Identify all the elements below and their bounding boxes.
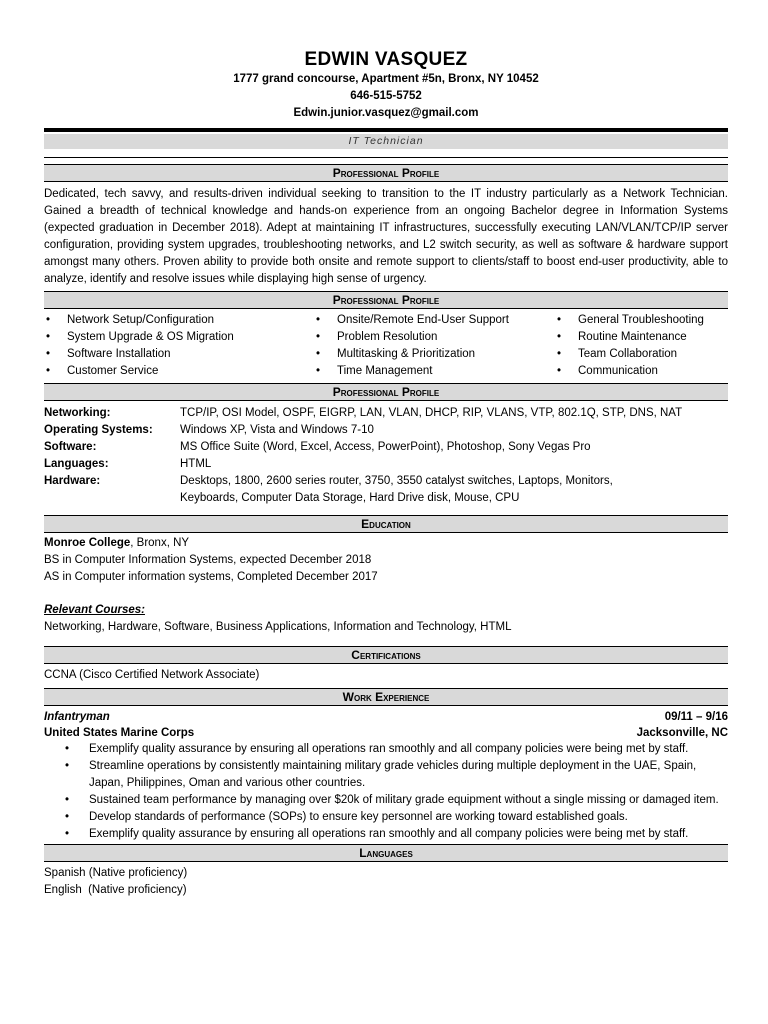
education-block [44,535,728,636]
degree-as: AS in Computer information systems, Completed December 2017 [44,571,378,583]
section-heading-education: Education [44,515,728,533]
skill-item: • Customer Service [44,363,314,380]
tech-value: Desktops, 1800, 2600 series router, 3750, 3550 catalyst switches, Laptops, Monitors, [180,475,613,487]
job-subtitle: IT Technician [44,134,728,149]
skill-item: • System Upgrade & OS Migration [44,329,314,346]
address: 1777 grand concourse, Apartment #5n, Bronx, NY 10452 [233,73,539,85]
degree-bs: BS in Computer Information Systems, expected December 2018 [44,554,372,566]
tech-row-languages [44,456,728,473]
skills-column-1 [44,312,314,380]
skill-item: • Team Collaboration [555,346,728,363]
language-item: Spanish (Native proficiency) [44,867,188,879]
skill-item: • Network Setup/Configuration [44,312,314,329]
job-bullet: • Develop standards of performance (SOPs) to ensure key personnel are working toward established goals. [44,809,728,826]
section-heading-technical: Professional Profile [44,383,728,401]
candidate-name: EDWIN VASQUEZ [304,49,468,70]
section-heading-work: Work Experience [44,688,728,706]
skill-item: • Time Management [314,363,555,380]
tech-value: HTML [180,458,212,470]
tech-row-hardware-continued [44,490,728,507]
school-name: Monroe College [44,537,131,549]
header-divider [44,128,728,132]
job-location: Jacksonville, NC [636,727,728,739]
job-bullet: • Sustained team performance by managing over $20k of military grade equipment without a single missing or damaged item. [44,792,728,809]
skills-column-3 [555,312,728,380]
languages-list [44,865,728,899]
skills-grid [44,312,728,380]
skill-item: • Communication [555,363,728,380]
technical-skills-table [44,405,728,507]
job-organization: United States Marine Corps [44,727,195,739]
job-title: Infantryman [44,711,110,723]
job-bullets [44,741,728,843]
skill-item: • Onsite/Remote End-User Support [314,312,555,329]
subtitle-divider [44,157,728,158]
school-location: , Bronx, NY [130,537,190,549]
tech-value: TCP/IP, OSI Model, OSPF, EIGRP, LAN, VLAN, DHCP, RIP, VLANS, VTP, 802.1Q, STP, DNS, NAT [180,407,683,419]
job-bullet: • Exemplify quality assurance by ensuring all operations ran smoothly and all company policies were being met by staff. [44,826,728,843]
skill-item: • Multitasking & Prioritization [314,346,555,363]
job-dates: 09/11 – 9/16 [664,711,728,723]
resume-content [44,0,728,899]
skill-item: • Routine Maintenance [555,329,728,346]
skill-item: • General Troubleshooting [555,312,728,329]
tech-label-empty [44,490,180,507]
skill-item: • Problem Resolution [314,329,555,346]
tech-row-networking [44,405,728,422]
tech-value: MS Office Suite (Word, Excel, Access, PowerPoint), Photoshop, Sony Vegas Pro [180,441,591,453]
profile-summary: Dedicated, tech savvy, and results-driven individual seeking to transition to the IT industry particularly as a Network Technician. Gained a breadth of technical knowledge and hands-on experience from an ongoing Bachelor degree in Information Systems (expected graduation in December 2018). Adept at maintaining IT infrastructures, successfully executing LAN/VLAN/TCP/IP server configuration, providing system upgrades, troubleshooting networks, and L2 switch security, as well as software & hardware support amongst many others. Proven ability to provide both onsite and remote support to clients/staff to boost end-user productivity, able to analyze, identify and resolve issues while displaying high sense of urgency. [44,188,728,285]
skills-column-2 [314,312,555,380]
skill-item: • Software Installation [44,346,314,363]
job-org-row [44,725,728,741]
job-title-row [44,709,728,725]
tech-label: Networking: [44,407,111,419]
tech-label: Software: [44,441,97,453]
language-item: English (Native proficiency) [44,884,187,896]
section-heading-languages: Languages [44,844,728,862]
tech-value: Keyboards, Computer Data Storage, Hard Drive disk, Mouse, CPU [180,492,520,504]
job-bullet: • Streamline operations by consistently maintaining military grade vehicles during multiple deployment in the UAE, Spain, Japan, Philippines, Oman and various other countries. [44,758,728,792]
phone: 646-515-5752 [350,90,422,102]
tech-row-hardware [44,473,728,490]
tech-label: Hardware: [44,475,101,487]
section-heading-profile: Professional Profile [44,164,728,182]
tech-value: Windows XP, Vista and Windows 7-10 [180,424,374,436]
section-heading-certifications: Certifications [44,646,728,664]
relevant-courses-heading: Relevant Courses: [44,604,145,616]
job-bullet: • Exemplify quality assurance by ensuring all operations ran smoothly and all company policies were being met by staff. [44,741,728,758]
certification-item: CCNA (Cisco Certified Network Associate) [44,669,260,681]
tech-label: Languages: [44,458,109,470]
tech-row-os [44,422,728,439]
email: Edwin.junior.vasquez@gmail.com [293,107,479,119]
school-line [44,535,728,552]
tech-label: Operating Systems: [44,424,153,436]
section-heading-skills: Professional Profile [44,291,728,309]
relevant-courses: Networking, Hardware, Software, Business Applications, Information and Technology, HTML [44,621,512,633]
tech-row-software [44,439,728,456]
